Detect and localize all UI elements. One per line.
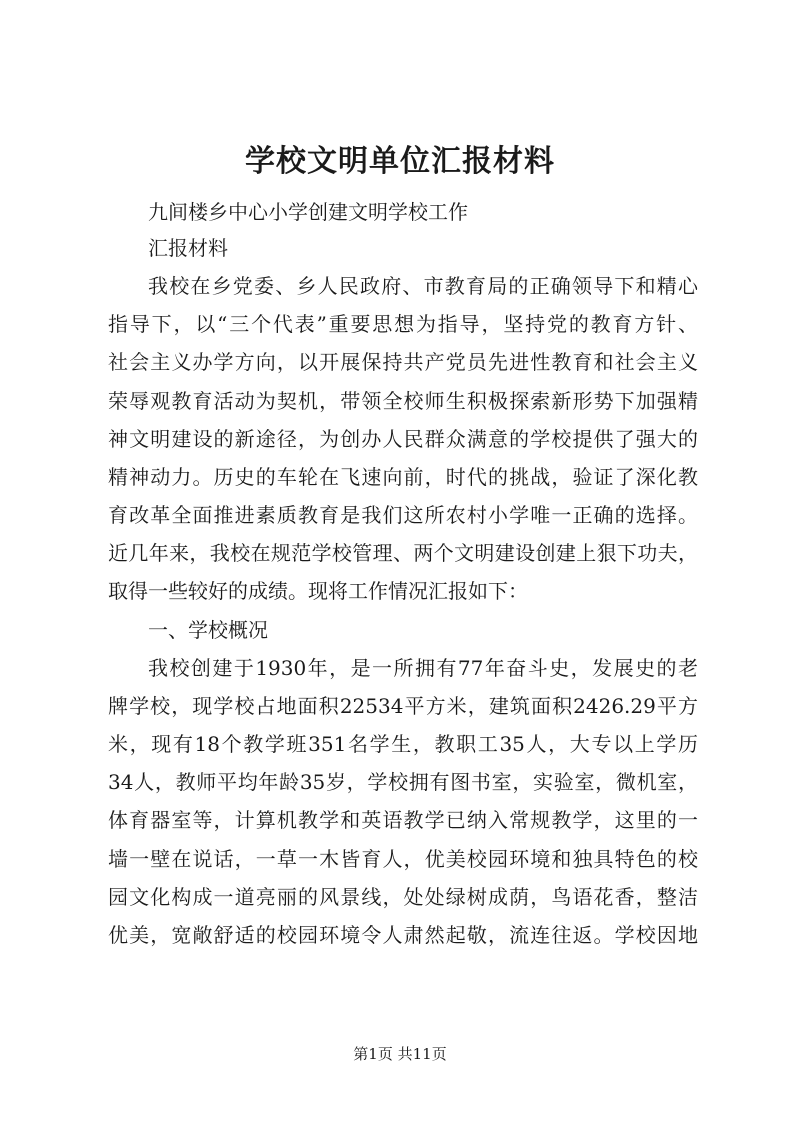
body-line: 我校创建于1930年，是一所拥有77年奋斗史，发展史的老 [148,656,698,680]
body-line: 九间楼乡中心小学创建文明学校工作 [148,200,468,224]
body-line: 育改革全面推进素质教育是我们这所农村小学唯一正确的选择。 [108,503,698,527]
body-line: 34人，教师平均年龄35岁，学校拥有图书室，实验室，微机室， [108,770,698,794]
body-line: 汇报材料 [148,236,228,260]
body-line: 荣辱观教育活动为契机，带领全校师生积极探索新形势下加强精 [108,389,698,413]
body-line: 优美，宽敞舒适的校园环境令人肃然起敬，流连往返。学校因地 [108,923,698,947]
section-heading: 一、学校概况 [148,618,268,642]
body-line: 米，现有18个教学班351名学生，教职工35人，大专以上学历 [108,732,698,756]
body-line: 我校在乡党委、乡人民政府、市教育局的正确领导下和精心 [148,274,698,298]
body-line: 园文化构成一道亮丽的风景线，处处绿树成荫，鸟语花香，整洁 [108,885,698,909]
body-line: 神文明建设的新途径，为创办人民群众满意的学校提供了强大的 [108,427,698,451]
body-line: 社会主义办学方向，以开展保持共产党员先进性教育和社会主义 [108,350,698,374]
body-line: 指导下，以“三个代表”重要思想为指导，坚持党的教育方针、 [108,312,698,336]
body-line: 取得一些较好的成绩。现将工作情况汇报如下： [108,579,528,603]
body-line: 牌学校，现学校占地面积22534平方米，建筑面积2426.29平方 [108,694,698,718]
body-line: 精神动力。历史的车轮在飞速向前，时代的挑战，验证了深化教 [108,465,698,489]
body-line: 近几年来，我校在规范学校管理、两个文明建设创建上狠下功夫， [108,541,698,565]
body-line: 体育器室等，计算机教学和英语教学已纳入常规教学，这里的一 [108,808,698,832]
page-number-footer: 第1页 共11页 [353,1045,447,1063]
body-line: 墙一壁在说话，一草一木皆育人，优美校园环境和独具特色的校 [108,847,698,871]
document-title: 学校文明单位汇报材料 [245,144,555,179]
